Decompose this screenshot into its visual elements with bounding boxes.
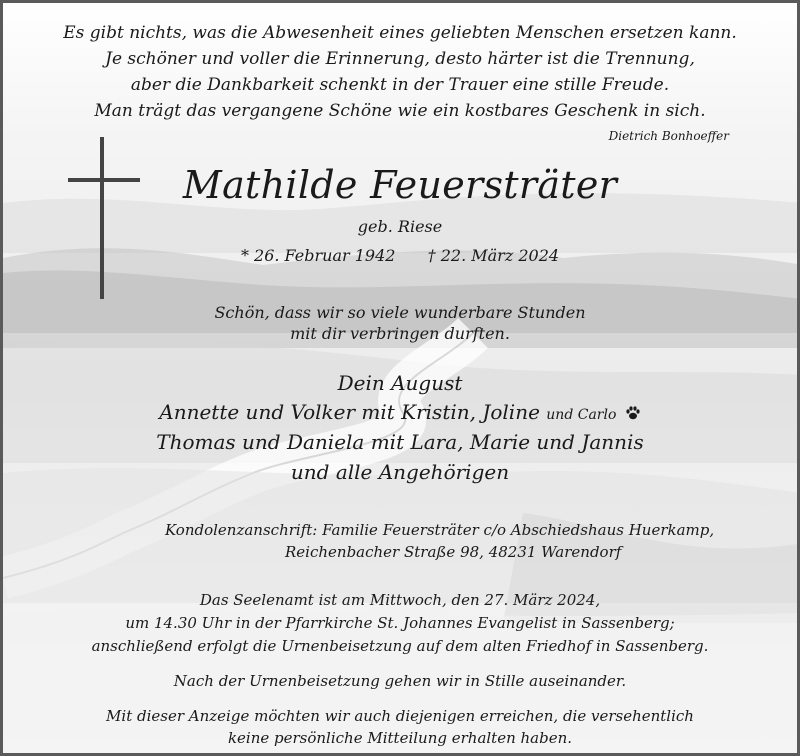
family-line-2 (3, 400, 797, 426)
quote-line-1: Es gibt nichts, was die Abwesenheit eines geliebten Menschen ersetzen kann. (63, 23, 737, 43)
quote-line-2: Je schöner und voller die Erinnerung, desto härter ist die Trennung, (105, 49, 695, 69)
condolence-line-2: Reichenbacher Straße 98, 48231 Warendorf (285, 543, 622, 561)
closing-line-2: keine persönliche Mitteilung erhalten haben. (227, 729, 573, 747)
death-date: † 22. März 2024 (427, 246, 560, 265)
service-line-1: Das Seelenamt ist am Mittwoch, den 27. März 2024, (199, 591, 601, 609)
farewell-line-1: Schön, dass wir so viele wunderbare Stunden (214, 303, 586, 322)
service-line-2: um 14.30 Uhr in der Pfarrkirche St. Johannes Evangelist in Sassenberg; (125, 614, 675, 632)
deceased-name: Mathilde Feuersträter (182, 163, 618, 207)
closing-line-1: Mit dieser Anzeige möchten wir auch diejenigen erreichen, die versehentlich (106, 707, 694, 725)
service-line-3: anschließend erfolgt die Urnenbeisetzung auf dem alten Friedhof in Sassenberg. (91, 637, 709, 655)
birth-date: * 26. Februar 1942 (240, 246, 396, 265)
birth-name: geb. Riese (357, 217, 443, 236)
family-line-3: Thomas und Daniela mit Lara, Marie und Jannis (156, 430, 644, 454)
quote-line-4: Man trägt das vergangene Schöne wie ein kostbares Geschenk in sich. (94, 101, 706, 121)
family-line-2-pet: und Carlo (546, 407, 617, 423)
quote-author: Dietrich Bonhoeffer (608, 129, 729, 143)
family-line-2-main: Annette und Volker mit Kristin, Joline (159, 400, 540, 424)
family-line-4: und alle Angehörigen (290, 460, 510, 484)
family-line-1: Dein August (337, 371, 463, 395)
service-after: Nach der Urnenbeisetzung gehen wir in Stille auseinander. (173, 672, 627, 690)
condolence-line-1: Kondolenzanschrift: Familie Feuersträter c/o Abschiedshaus Huerkamp, (165, 521, 715, 539)
farewell-line-2: mit dir verbringen durften. (290, 324, 510, 343)
paw-icon (625, 402, 641, 426)
life-dates (3, 246, 797, 265)
quote-line-3: aber die Dankbarkeit schenkt in der Trauer eine stille Freude. (130, 75, 670, 95)
